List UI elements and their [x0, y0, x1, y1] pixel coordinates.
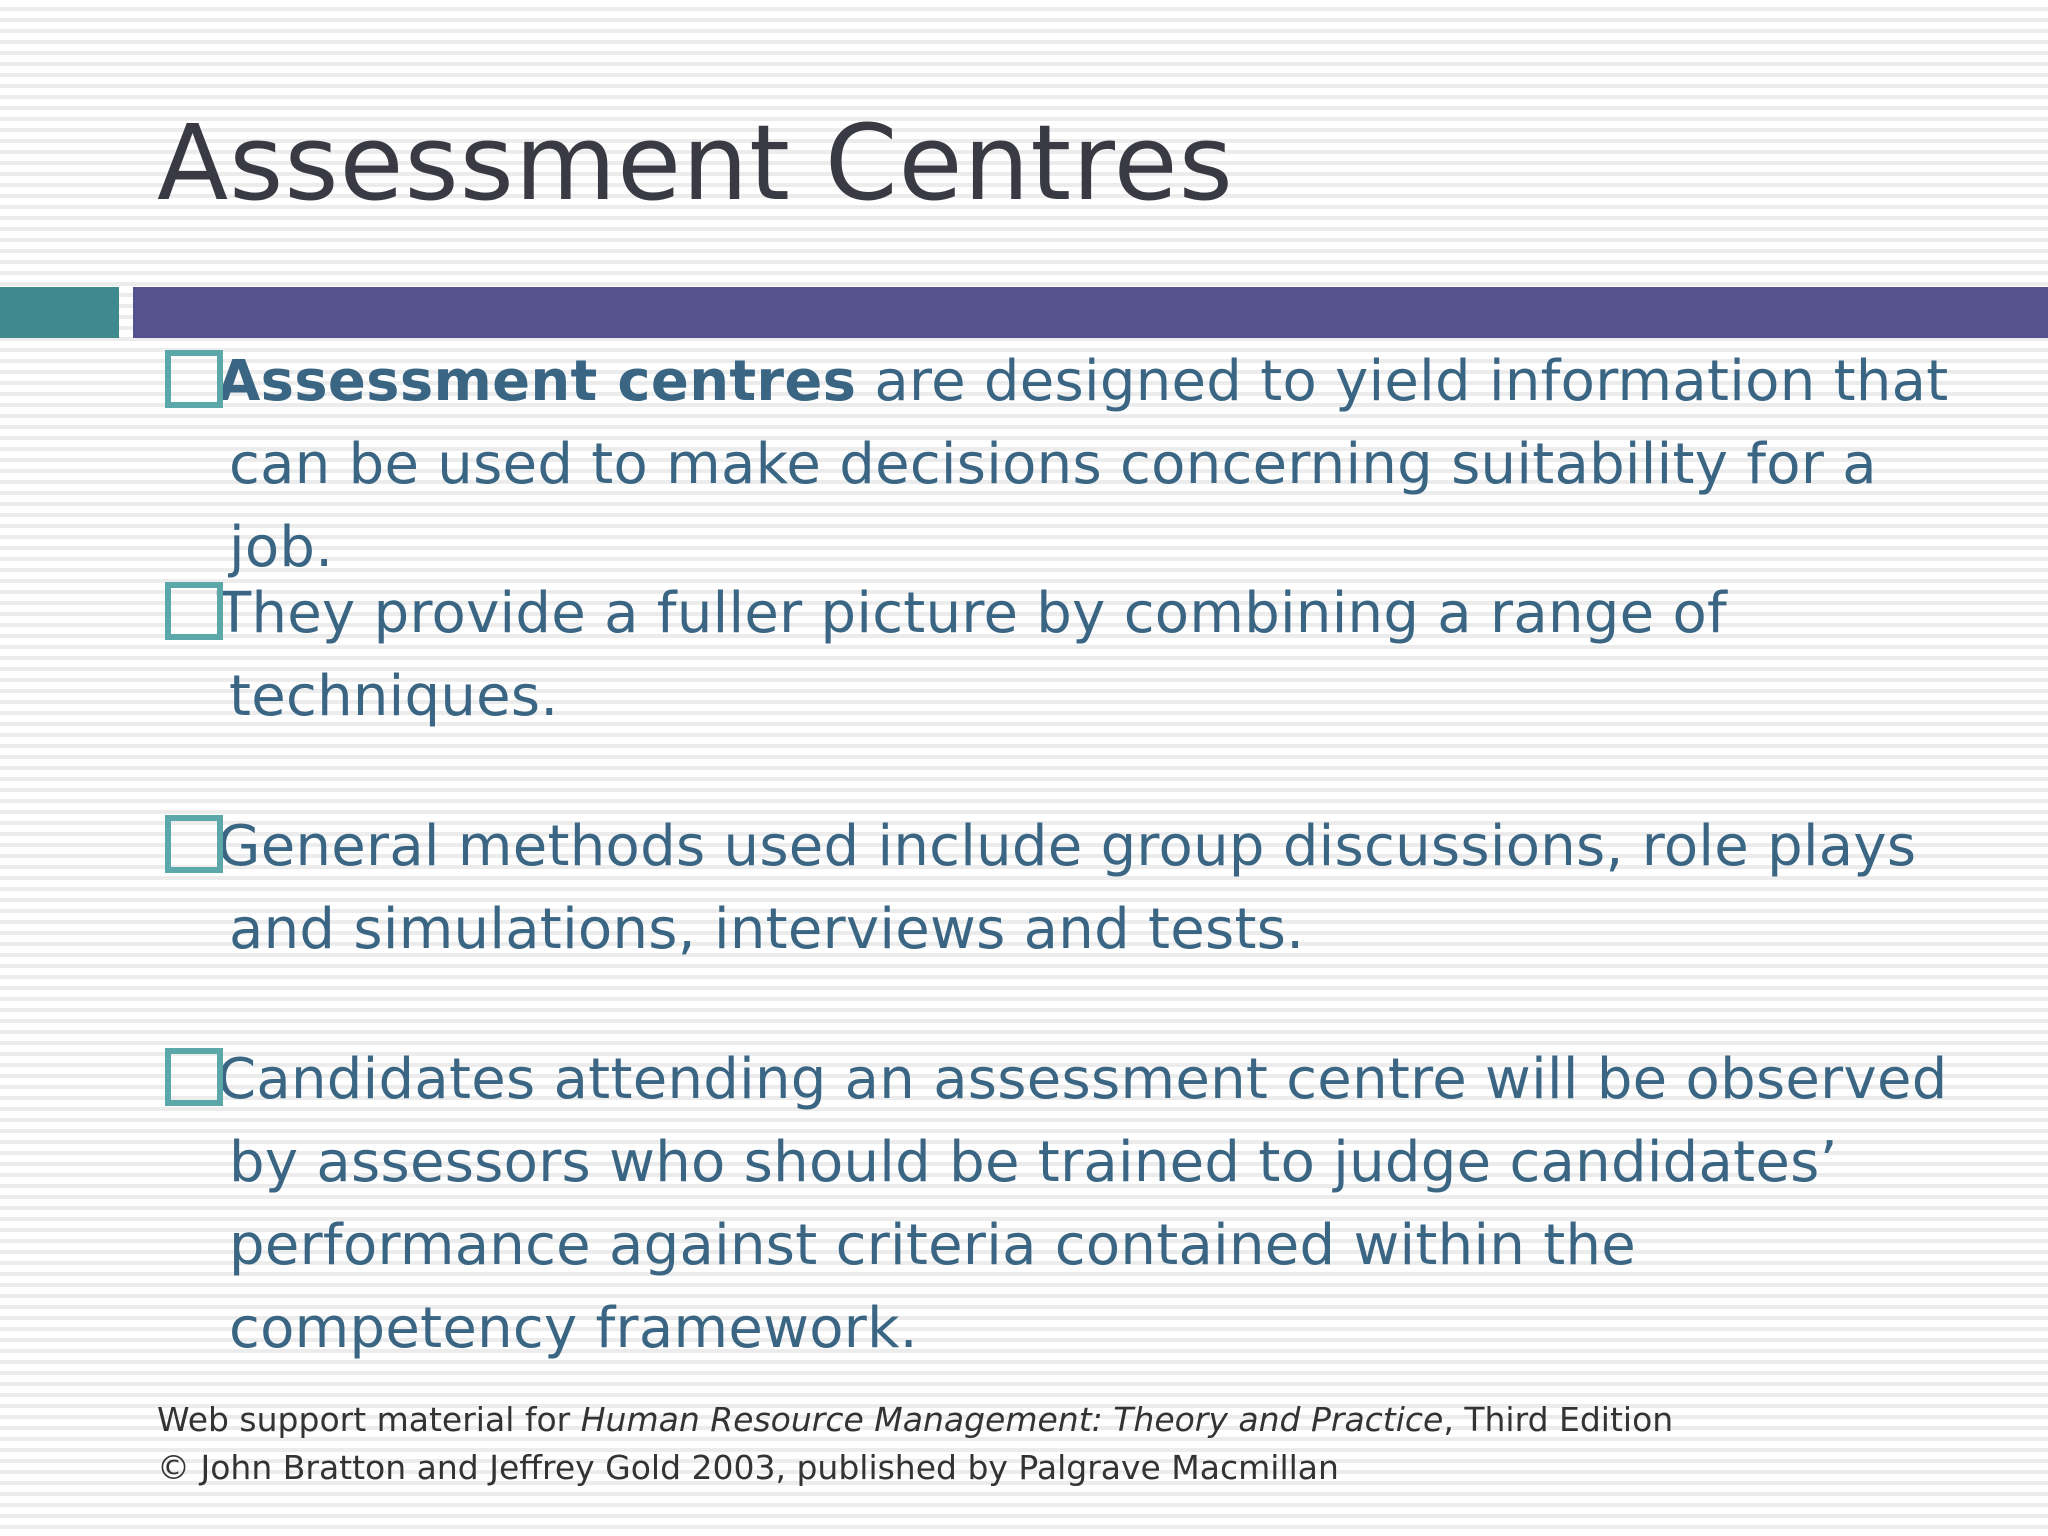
bullet-text	[165, 572, 1995, 738]
footer-line-2: © John Bratton and Jeffrey Gold 2003, published by Palgrave Macmillan	[157, 1448, 1339, 1487]
slide-title: Assessment Centres	[157, 102, 1234, 224]
bullet-item-1	[165, 340, 1995, 589]
footer-book-title: Human Resource Management: Theory and Practice	[580, 1400, 1444, 1439]
bullet-text	[165, 340, 1995, 589]
footer-prefix: Web support material for	[157, 1400, 581, 1439]
checkbox-square-icon	[165, 350, 223, 408]
bullet-bold-lead: Assessment centres	[217, 349, 857, 414]
footer-line-1	[157, 1396, 1673, 1444]
footer-edition: , Third Edition	[1443, 1400, 1674, 1439]
checkbox-square-icon	[165, 1048, 223, 1106]
title-underline-teal-block	[0, 287, 119, 338]
bullet-body: General methods used include group discussions, role plays and simulations, interviews and tests.	[217, 814, 1917, 962]
checkbox-square-icon	[165, 582, 223, 640]
bullet-item-4	[165, 1038, 1995, 1370]
bullet-text	[165, 1038, 1995, 1370]
title-underline-purple-bar	[133, 287, 2048, 338]
bullet-body: Candidates attending an assessment centre will be observed by assessors who should be trained to judge candidates’ performance against criteria contained within the competency framework.	[217, 1047, 1948, 1361]
checkbox-square-icon	[165, 815, 223, 873]
bullet-body: are designed to yield information that can be used to make decisions concerning suitability for a job.	[229, 349, 1949, 580]
footer-citation	[157, 1396, 1673, 1492]
bullet-text	[165, 805, 1995, 971]
bullet-item-3	[165, 805, 1995, 971]
bullet-item-2	[165, 572, 1995, 738]
bullet-body: They provide a fuller picture by combining a range of techniques.	[217, 581, 1728, 729]
